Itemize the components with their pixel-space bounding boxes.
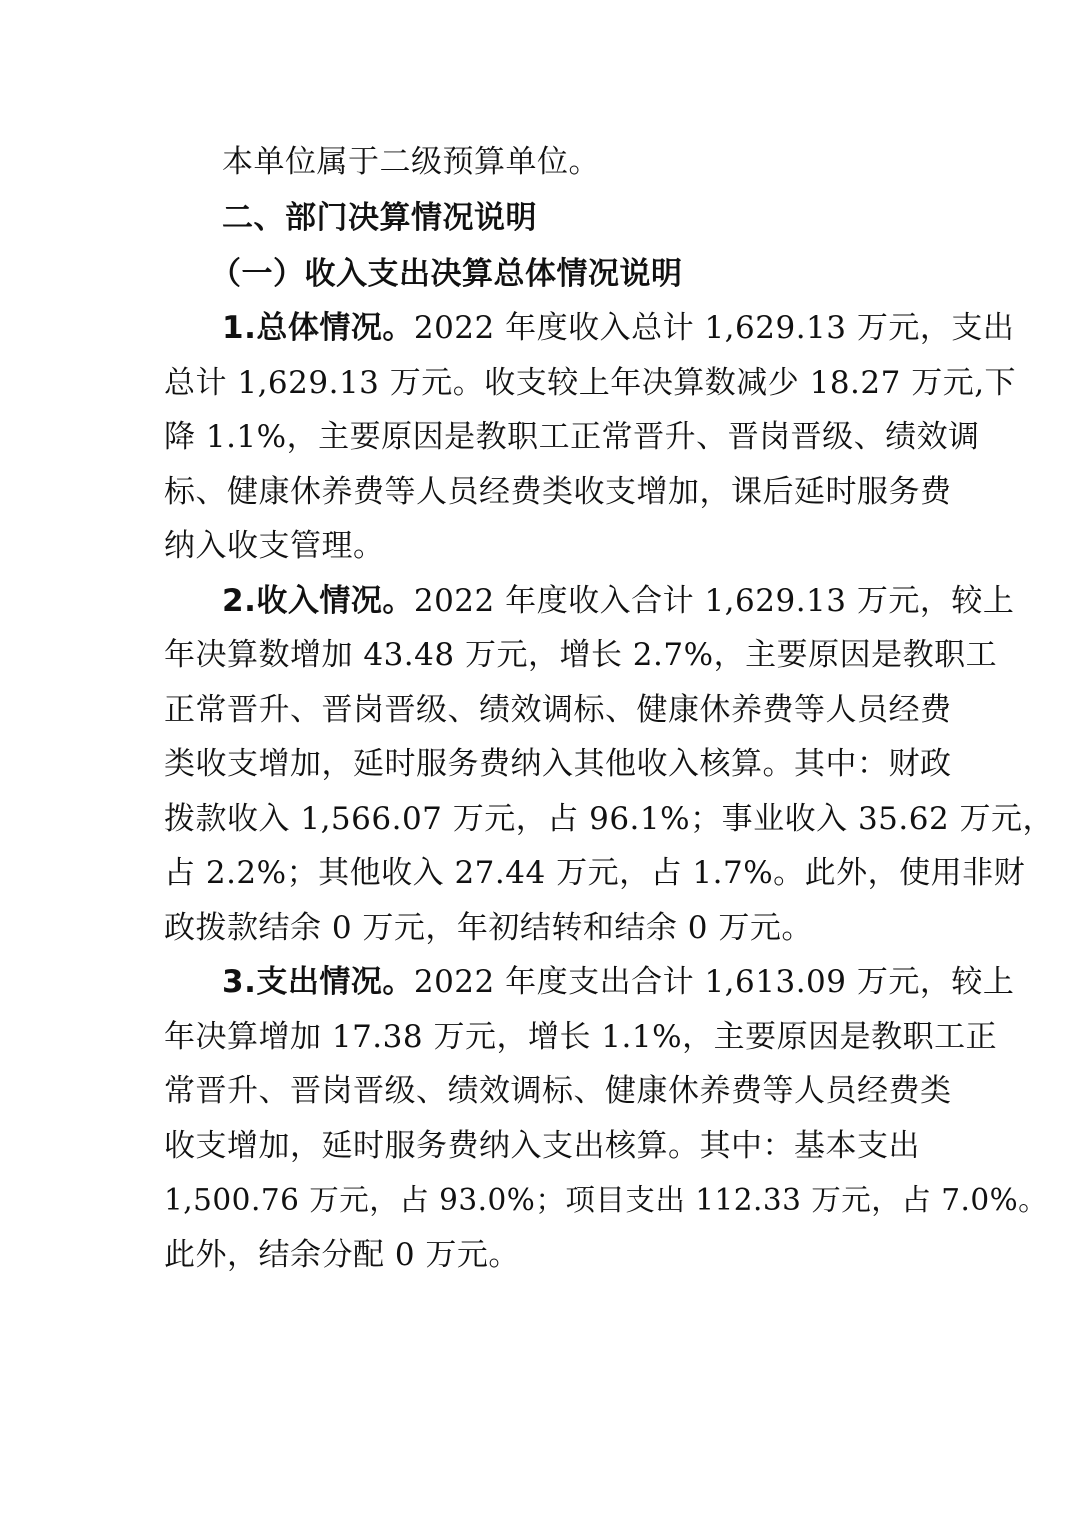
paragraph-1-line-4: 标、健康休养费等人员经费类收支增加，课后延时服务费 <box>164 474 952 510</box>
paragraph-1-text: 2022 年度收入总计 1,629.13 万元，支出 <box>413 310 1015 346</box>
paragraph-3-line-2: 年决算增加 17.38 万元，增长 1.1%，主要原因是教职工正 <box>164 1019 998 1055</box>
subsection-heading: （一）收入支出决算总体情况说明 <box>210 256 683 292</box>
section-heading: 二、部门决算情况说明 <box>222 200 537 236</box>
paragraph-1-line-1 <box>222 308 1014 348</box>
paragraph-2-line-6: 占 2.2%；其他收入 27.44 万元，占 1.7%。此外，使用非财 <box>164 855 1026 891</box>
paragraph-3-line-3: 常晋升、晋岗晋级、绩效调标、健康休养费等人员经费类 <box>164 1073 952 1109</box>
paragraph-2-line-5: 拨款收入 1,566.07 万元，占 96.1%；事业收入 35.62 万元， <box>164 801 1055 837</box>
paragraph-3-lead: 3.支出情况。 <box>222 964 414 1000</box>
paragraph-2-lead: 2.收入情况。 <box>222 583 414 619</box>
paragraph-2-line-7: 政拨款结余 0 万元，年初结转和结余 0 万元。 <box>164 910 813 946</box>
paragraph-3-line-6: 此外，结余分配 0 万元。 <box>164 1237 520 1273</box>
paragraph-2-line-3: 正常晋升、晋岗晋级、绩效调标、健康休养费等人员经费 <box>164 692 952 728</box>
paragraph-2-line-2: 年决算数增加 43.48 万元，增长 2.7%，主要原因是教职工 <box>164 637 998 673</box>
paragraph-3-text: 2022 年度支出合计 1,613.09 万元，较上 <box>413 964 1015 1000</box>
paragraph-3-line-5: 1,500.76 万元，占 93.0%；项目支出 112.33 万元，占 7.0%。 <box>164 1183 1049 1217</box>
paragraph-1-lead: 1.总体情况。 <box>222 310 414 346</box>
paragraph-1-line-5: 纳入收支管理。 <box>164 528 385 564</box>
paragraph-2-text: 2022 年度收入合计 1,629.13 万元，较上 <box>413 583 1015 619</box>
paragraph-1-line-2: 总计 1,629.13 万元。收支较上年决算数减少 18.27 万元,下 <box>164 365 1017 401</box>
paragraph-2-line-4: 类收支增加，延时服务费纳入其他收入核算。其中：财政 <box>164 746 952 782</box>
paragraph-1-line-3: 降 1.1%，主要原因是教职工正常晋升、晋岗晋级、绩效调 <box>164 419 980 455</box>
paragraph-3-line-4: 收支增加，延时服务费纳入支出核算。其中：基本支出 <box>164 1128 920 1164</box>
intro-text: 本单位属于二级预算单位。 <box>222 144 600 180</box>
paragraph-2-line-1 <box>222 581 1014 621</box>
paragraph-3-line-1 <box>222 962 1014 1002</box>
